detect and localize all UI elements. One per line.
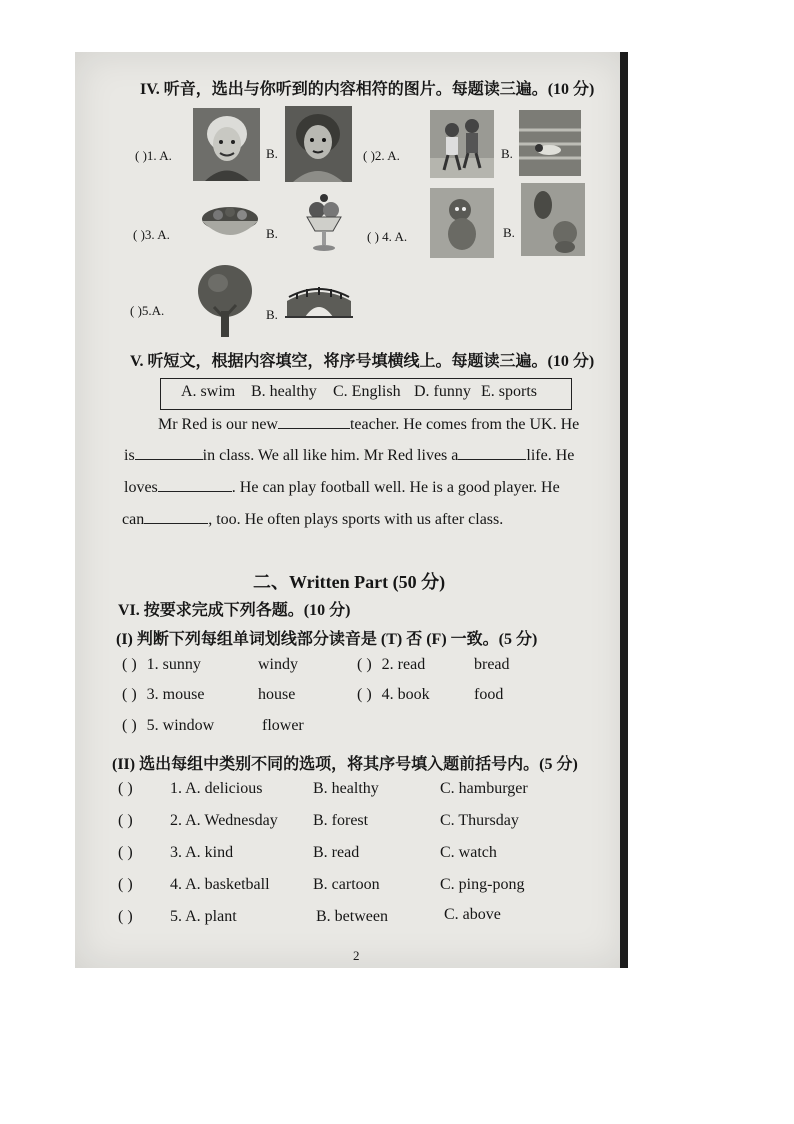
passage-4-pre: can xyxy=(122,511,145,528)
class-row-5-bracket[interactable]: ( ) xyxy=(118,908,133,925)
option-c: C. English xyxy=(333,383,401,400)
row-2-w2: bread xyxy=(474,656,510,673)
item-1-label: ( )1. A. xyxy=(135,148,172,163)
class-row-1-c: C. hamburger xyxy=(440,780,528,797)
passage-3-post: . He can play football well. He is a good player. He xyxy=(231,479,560,496)
blank-5[interactable] xyxy=(144,509,208,524)
swimming-pool-icon xyxy=(519,110,581,176)
section-4-title: IV. 听音，选出与你听到的内容相符的图片。每题读三遍。(10 分) xyxy=(140,81,595,98)
row-4-num: 4. xyxy=(381,686,394,703)
scan-edge xyxy=(620,52,628,968)
passage-line-1 xyxy=(158,414,579,434)
class-row-1-a: 1. A. delicious xyxy=(170,780,263,797)
blank-2[interactable] xyxy=(135,445,203,460)
row-5-num: 5. xyxy=(146,717,159,734)
row-3-w2: house xyxy=(258,686,296,703)
monkey-icon xyxy=(430,188,494,258)
class-row-4-a: 4. A. basketball xyxy=(170,876,270,893)
passage-1-pre: Mr Red is our new xyxy=(158,416,278,433)
blank-3[interactable] xyxy=(458,445,526,460)
row-4-bracket[interactable]: ( ) xyxy=(357,686,372,703)
row-3-w1: mouse xyxy=(162,686,205,703)
kids-playing-icon xyxy=(430,110,494,178)
old-woman-portrait-icon xyxy=(193,108,260,181)
fruit-bowl-icon xyxy=(200,203,260,243)
class-row-3-a: 3. A. kind xyxy=(170,844,234,861)
passage-4-post: , too. He often plays sports with us after class. xyxy=(208,511,504,528)
option-a: A. swim xyxy=(181,383,236,400)
passage-2-post2: life. He xyxy=(526,447,575,464)
passage-2-post: in class. We all like him. Mr Red lives a xyxy=(202,447,459,464)
woman-portrait-icon xyxy=(285,106,352,182)
row-3-bracket[interactable]: ( ) xyxy=(122,686,137,703)
item-2-b-label: B. xyxy=(501,146,513,161)
passage-2-pre: is xyxy=(124,447,135,464)
row-4-w1: book xyxy=(397,686,430,703)
item-1-b-label: B. xyxy=(266,146,278,161)
row-5-bracket[interactable]: ( ) xyxy=(122,717,137,734)
item-2-label: ( )2. A. xyxy=(363,148,400,163)
ball-and-monkey-icon xyxy=(521,183,585,256)
option-b: B. healthy xyxy=(251,383,317,400)
ice-cream-sundae-icon xyxy=(303,193,345,253)
class-row-2-bracket[interactable]: ( ) xyxy=(118,812,133,829)
class-row-5-b: B. between xyxy=(316,908,388,925)
passage-1-post: teacher. He comes from the UK. He xyxy=(349,416,580,433)
class-row-3-c: C. watch xyxy=(440,844,497,861)
row-5-w2: flower xyxy=(262,717,304,734)
class-row-1-b: B. healthy xyxy=(313,780,379,797)
row-1-num: 1. xyxy=(146,656,159,673)
row-3-num: 3. xyxy=(146,686,159,703)
phonics-row-3 xyxy=(122,686,204,704)
row-1-w2: windy xyxy=(258,656,298,673)
passage-line-4 xyxy=(122,509,503,529)
class-row-2-a: 2. A. Wednesday xyxy=(170,812,278,829)
passage-line-2 xyxy=(124,445,574,465)
item-5-b-label: B. xyxy=(266,307,278,322)
option-d: D. funny xyxy=(414,383,471,400)
phonics-row-2 xyxy=(357,656,425,674)
passage-3-pre: loves xyxy=(124,479,158,496)
phonics-row-5 xyxy=(122,717,214,735)
row-2-bracket[interactable]: ( ) xyxy=(357,656,372,673)
class-row-5-c: C. above xyxy=(444,906,501,923)
item-3-label: ( )3. A. xyxy=(133,227,170,242)
row-2-w1: read xyxy=(397,656,426,673)
page-number: 2 xyxy=(353,948,360,963)
item-5-label: ( )5.A. xyxy=(130,303,165,318)
class-row-4-b: B. cartoon xyxy=(313,876,380,893)
item-3-b-label: B. xyxy=(266,226,278,241)
phonics-row-1 xyxy=(122,656,201,674)
class-row-1-bracket[interactable]: ( ) xyxy=(118,780,133,797)
option-e: E. sports xyxy=(481,383,537,400)
row-2-num: 2. xyxy=(381,656,394,673)
class-row-4-bracket[interactable]: ( ) xyxy=(118,876,133,893)
class-row-5-a: 5. A. plant xyxy=(170,908,237,925)
class-row-2-c: C. Thursday xyxy=(440,812,519,829)
item-4-label: ( ) 4. A. xyxy=(367,229,408,244)
section-5-title: V. 听短文，根据内容填空，将序号填横线上。每题读三遍。(10 分) xyxy=(130,353,595,370)
section-6-title: VI. 按要求完成下列各题。(10 分) xyxy=(118,602,351,619)
bridge-icon xyxy=(285,283,353,319)
row-1-bracket[interactable]: ( ) xyxy=(122,656,137,673)
blank-4[interactable] xyxy=(158,477,232,492)
word-bank-box xyxy=(160,378,572,410)
section-6-2-title: (II) 选出每组中类别不同的选项，将其序号填入题前括号内。(5 分) xyxy=(112,756,578,773)
phonics-row-4 xyxy=(357,686,430,704)
passage-line-3 xyxy=(124,477,560,497)
item-4-b-label: B. xyxy=(503,225,515,240)
class-row-2-b: B. forest xyxy=(313,812,369,829)
class-row-4-c: C. ping-pong xyxy=(440,876,525,893)
row-1-w1: sunny xyxy=(162,656,201,673)
class-row-3-bracket[interactable]: ( ) xyxy=(118,844,133,861)
row-4-w2: food xyxy=(474,686,504,703)
class-row-3-b: B. read xyxy=(313,844,360,861)
blank-1[interactable] xyxy=(278,414,350,429)
section-6-1-title: (I) 判断下列每组单词划线部分读音是 (T) 否 (F) 一致。(5 分) xyxy=(116,631,538,648)
tree-icon xyxy=(196,263,254,339)
row-5-w1: window xyxy=(162,717,215,734)
part-2-title: 二、Written Part (50 分) xyxy=(253,572,446,592)
